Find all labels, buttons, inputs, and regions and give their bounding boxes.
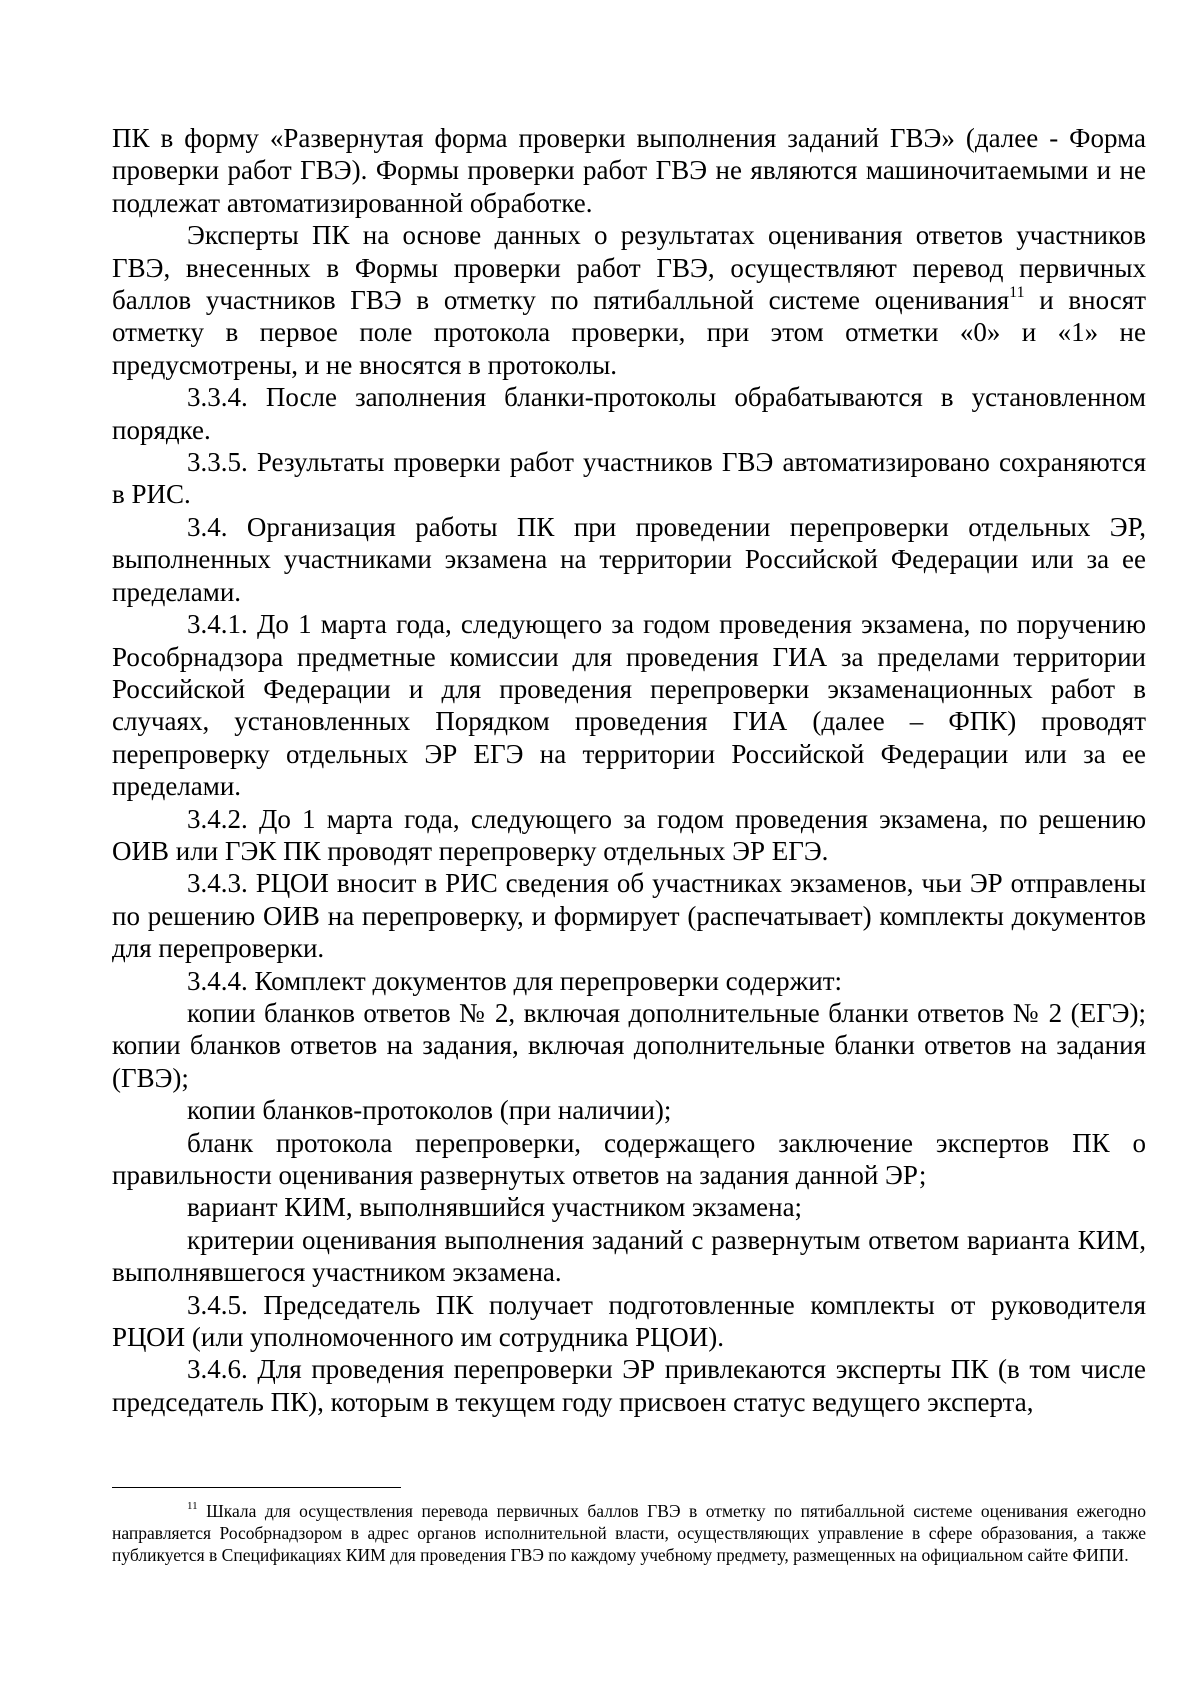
- footnote: [112, 1500, 1146, 1566]
- paragraph-3-4-2: 3.4.2. До 1 марта года, следующего за годом проведения экзамена, по решению ОИВ или ГЭК ПК проводят перепроверку отдельных ЭР ЕГЭ.: [112, 803, 1146, 866]
- paragraph-3-4-3: 3.4.3. РЦОИ вносит в РИС сведения об участниках экзаменов, чьи ЭР отправлены по решению ОИВ на перепроверку, и формирует (распечатывает) комплекты документов для перепроверки.: [112, 868, 1146, 964]
- list-item-kim-variant: вариант КИМ, выполнявшийся участником экзамена;: [187, 1192, 803, 1223]
- paragraph-3-4-6: 3.4.6. Для проведения перепроверки ЭР привлекаются эксперты ПК (в том числе председатель ПК), которым в текущем году присвоен статус ведущего эксперта,: [112, 1354, 1146, 1417]
- list-item-answer-copies: копии бланков ответов № 2, включая дополнительные бланки ответов № 2 (ЕГЭ); копии бланков ответов на задания, включая дополнительные бланки ответов на задания (ГВЭ);: [112, 997, 1146, 1093]
- paragraph-3-3-5: 3.3.5. Результаты проверки работ участников ГВЭ автоматизировано сохраняются в РИС.: [112, 447, 1146, 510]
- list-item-protocol-copies: копии бланков-протоколов (при наличии);: [187, 1095, 672, 1126]
- paragraph-text: и вносят отметку в первое поле протокола проверки, при этом отметки «0» и «1» не предусмотрены, и не вносятся в протоколы.: [112, 285, 1146, 380]
- footnote-number: 11: [187, 1500, 198, 1512]
- paragraph-3-4-1: 3.4.1. До 1 марта года, следующего за годом проведения экзамена, по поручению Рособрнадзора предметные комиссии для проведения ГИА за пределами территории Российской Федерации и для проведения перепроверки экзаменационных работ в случаях, установленных Порядком проведения ГИА (далее – ФПК) проводят перепроверку отдельных ЭР ЕГЭ на территории Российской Федерации или за ее пределами.: [112, 609, 1146, 802]
- paragraph-3-4: 3.4. Организация работы ПК при проведении перепроверки отдельных ЭР, выполненных участниками экзамена на территории Российской Федерации или за ее пределами.: [112, 511, 1146, 607]
- footnote-separator: [112, 1487, 401, 1488]
- paragraph-3-4-5: 3.4.5. Председатель ПК получает подготовленные комплекты от руководителя РЦОИ (или уполномоченного им сотрудника РЦОИ).: [112, 1289, 1146, 1353]
- list-item-criteria: критерии оценивания выполнения заданий с развернутым ответом варианта КИМ, выполнявшегося участником экзамена.: [112, 1224, 1146, 1288]
- paragraph-3-4-4: 3.4.4. Комплект документов для перепроверки содержит:: [187, 965, 843, 996]
- footnote-text: Шкала для осуществления перевода первичных баллов ГВЭ в отметку по пятибалльной системе оценивания ежегодно направляется Рособрнадзором в адрес органов исполнительной власти, осуществляющих управление в сфере образования, а также публикуется в Спецификациях КИМ для проведения ГВЭ по каждому учебному предмету, размещенных на официальном сайте ФИПИ.: [112, 1501, 1146, 1565]
- paragraph-text: Эксперты ПК на основе данных о результатах оценивания ответов участников ГВЭ, внесенных в Формы проверки работ ГВЭ, осуществляют перевод первичных баллов участников ГВЭ в отметку по пятибалльной системе оценивания: [112, 220, 1146, 316]
- paragraph-3-3-4: 3.3.4. После заполнения бланки-протоколы обрабатываются в установленном порядке.: [112, 382, 1146, 445]
- paragraph-experts-conversion: [112, 219, 1146, 381]
- footnote-reference[interactable]: 11: [1009, 284, 1025, 302]
- body-text: [112, 122, 1146, 1418]
- list-item-recheck-protocol: бланк протокола перепроверки, содержащего заключение экспертов ПК о правильности оценивания развернутых ответов на задания данной ЭР;: [112, 1127, 1146, 1190]
- paragraph-continuation: ПК в форму «Развернутая форма проверки выполнения заданий ГВЭ» (далее - Форма проверки работ ГВЭ). Формы проверки работ ГВЭ не являются машиночитаемыми и не подлежат автоматизированной обработке.: [112, 123, 1146, 218]
